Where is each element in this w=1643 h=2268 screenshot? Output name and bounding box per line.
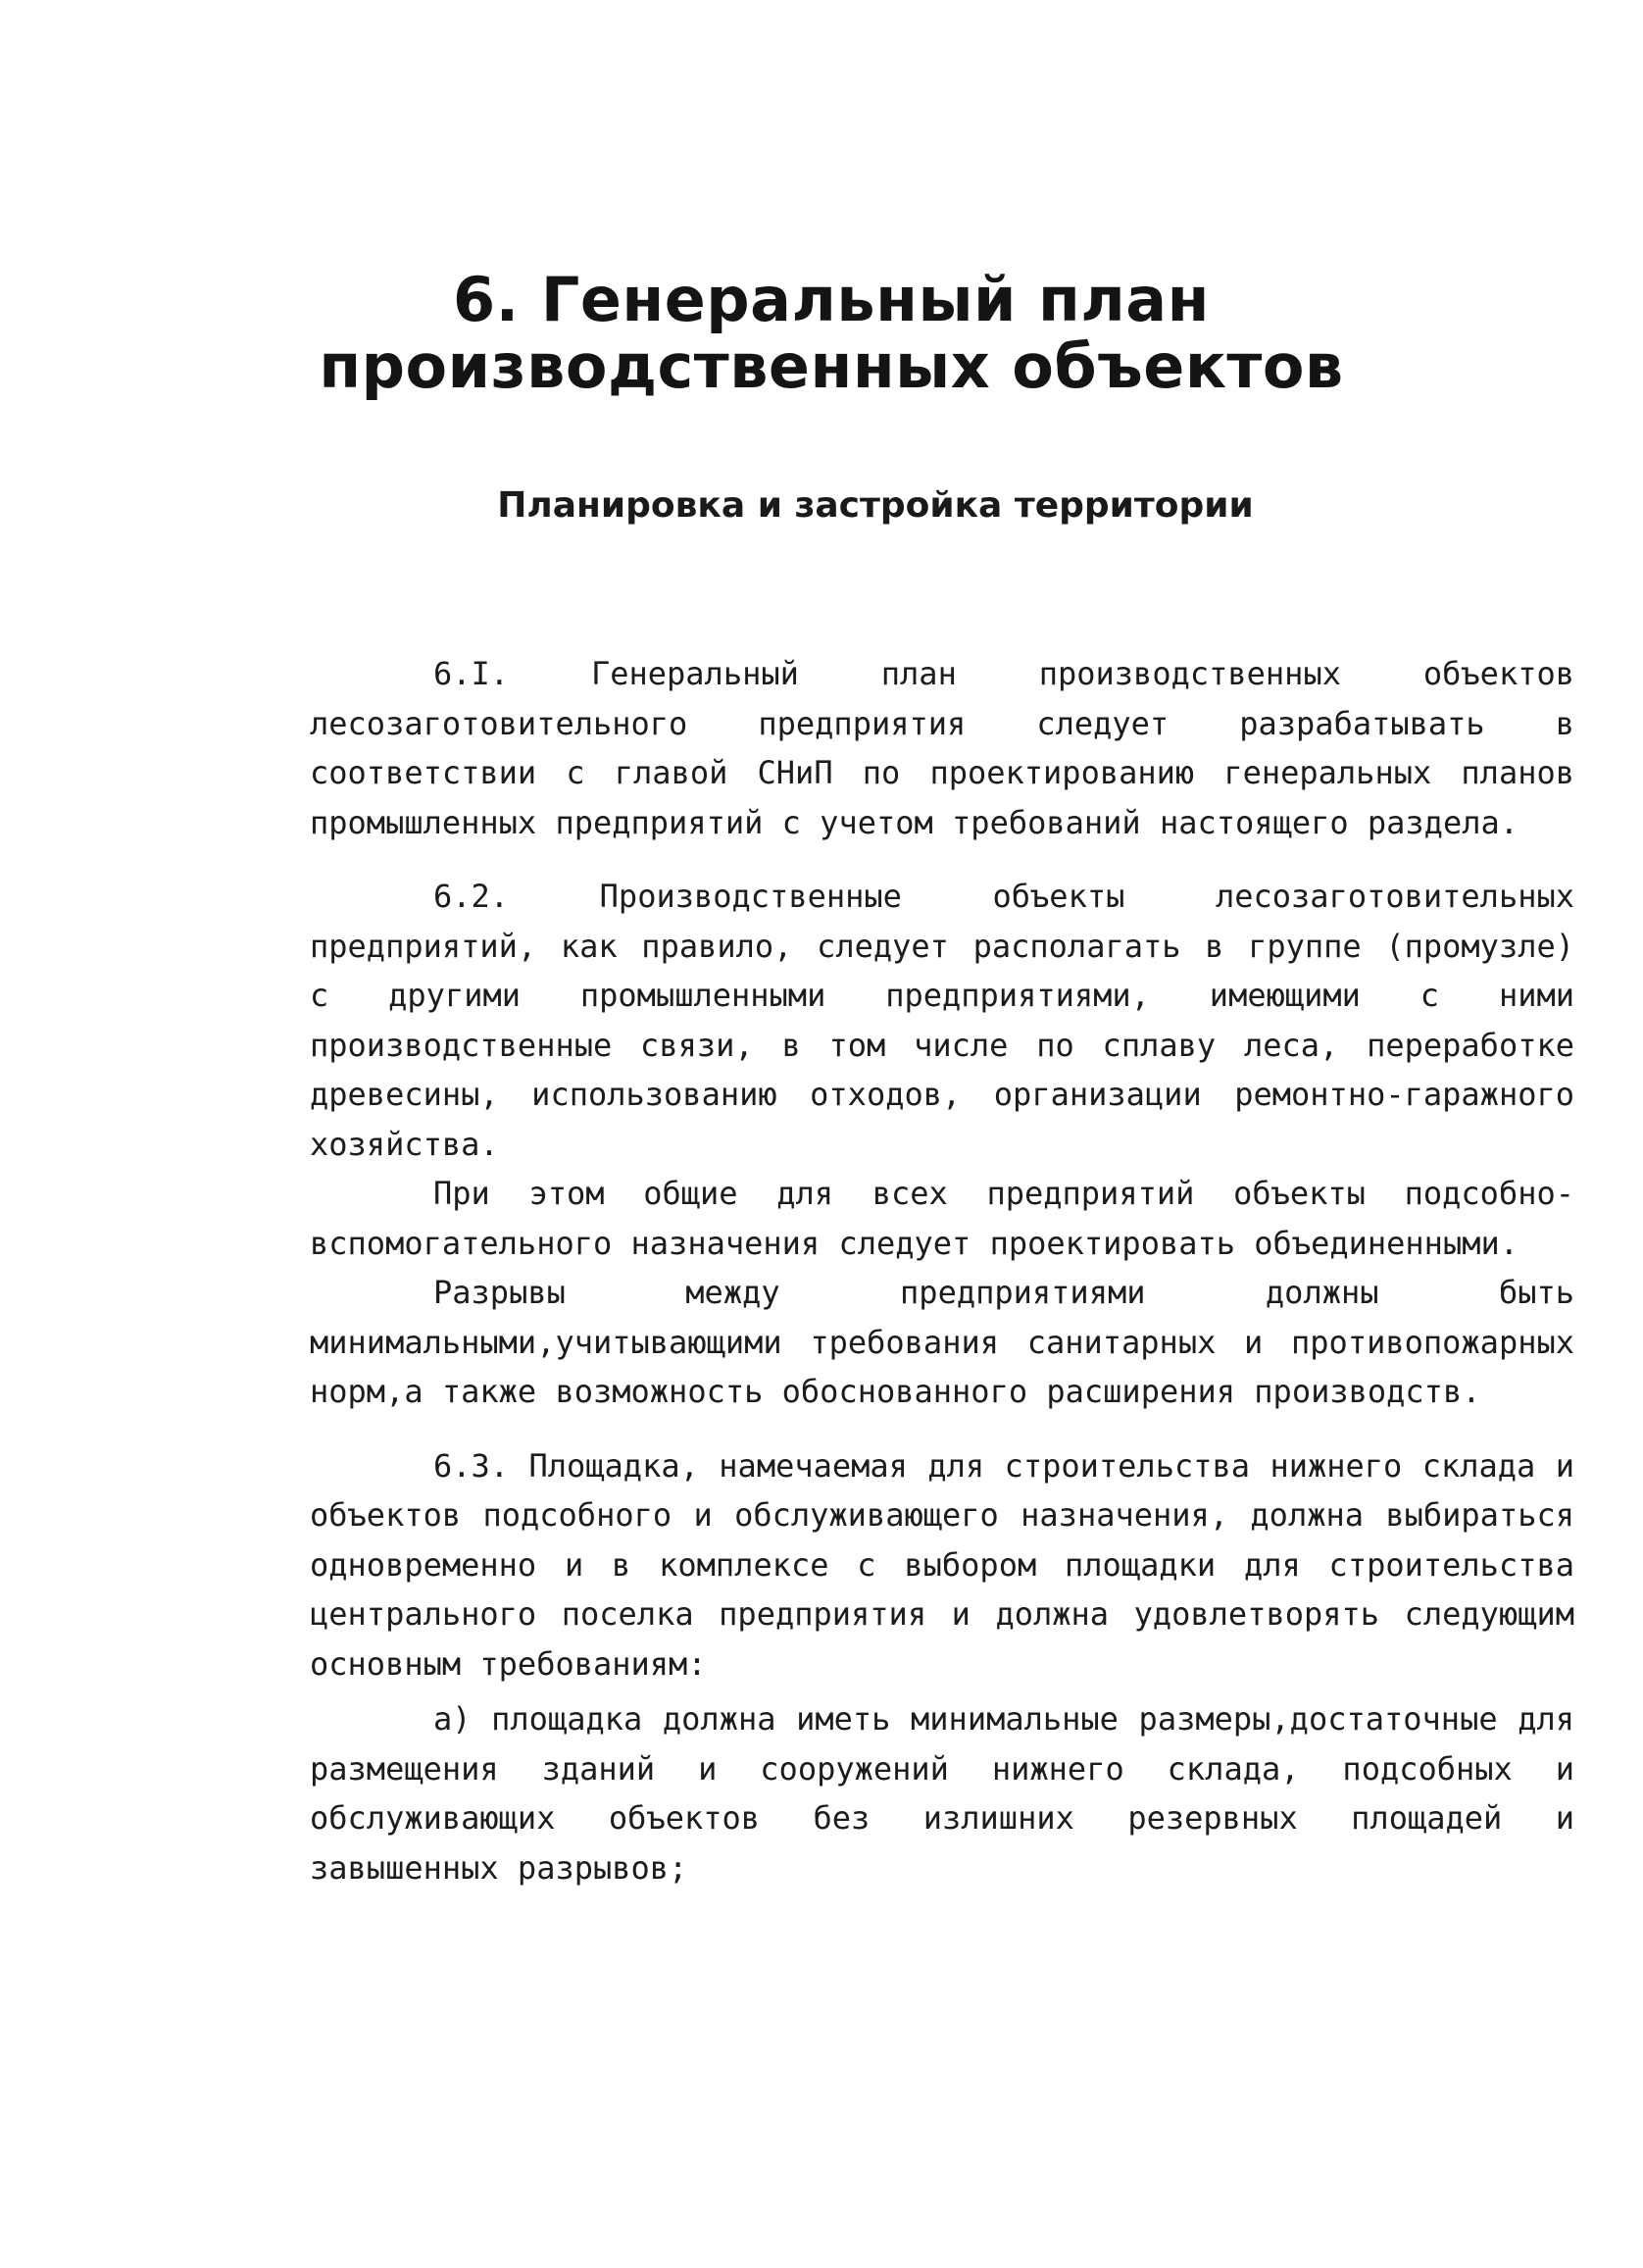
- section-title-line-1: 6. Генеральный план: [453, 264, 1210, 335]
- paragraph-6-3: 6.3. Площадка, намечаемая для строительства нижнего склада и объектов подсобного и обслуживающего назначения, должна выбираться одновременно и в комплексе с выбором площадки для строительства центрального поселка предприятия и должна удовлетворять следующим основным требованиям:: [310, 1446, 1574, 1683]
- section-title-line-2: производственных объектов: [319, 330, 1344, 402]
- paragraph-6-2: 6.2. Производственные объекты лесозаготовительных предприятий, как правило, следует располагать в группе (промузле) с другими промышленными предприятиями, имеющими с ними производственные связи, в том числе по сплаву леса, переработке древесины, использованию отходов, организации ремонтно-гаражного хозяйства.: [310, 878, 1574, 1163]
- document-body: [310, 649, 1574, 1892]
- paragraph-6-3-a: а) площадка должна иметь минимальные размеры,достаточные для размещения зданий и сооружений нижнего склада, подсобных и обслуживающих объектов без излишних резервных площадей и завышенных разрывов;: [310, 1700, 1574, 1887]
- section-subtitle: Планировка и застройка территории: [497, 485, 1254, 526]
- paragraph-6-1: 6.I. Генеральный план производственных объектов лесозаготовительного предприятия следует разрабатывать в соответствии с главой СНиП по проектированию генеральных планов промышленных предприятий с учетом требований настоящего раздела.: [310, 655, 1574, 841]
- paragraph-6-2-common-objects: При этом общие для всех предприятий объекты подсобно-вспомогательного назначения следует проектировать объединенными.: [310, 1175, 1574, 1262]
- paragraph-6-2-gaps: Разрывы между предприятиями должны быть минимальными,учитывающими требования санитарных и противопожарных норм,а также возможность обоснованного расширения производств.: [310, 1274, 1574, 1410]
